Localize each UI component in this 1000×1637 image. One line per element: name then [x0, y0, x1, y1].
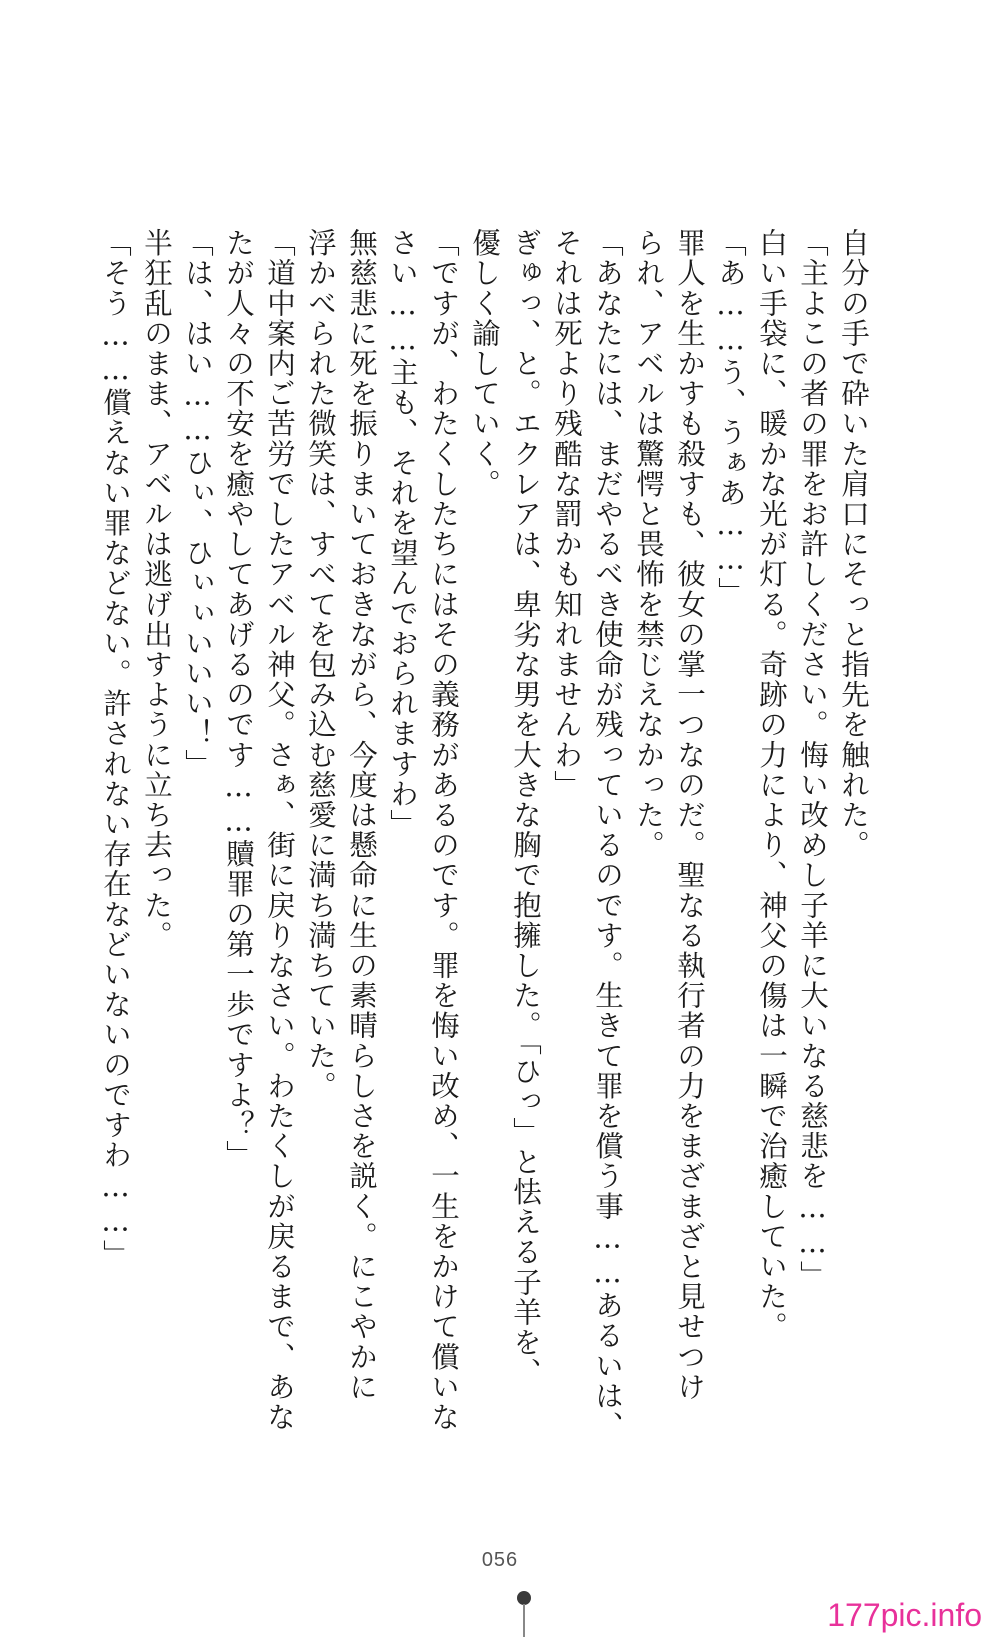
text-line: 白い手袋に、暖かな光が灯る。奇跡の力により、神父の傷は一瞬で治癒していた。	[755, 228, 788, 1342]
text-line: られ、アベルは驚愕と畏怖を禁じえなかった。	[632, 228, 665, 861]
text-line: たが人々の不安を癒やしてあげるのです……贖罪の第一歩ですよ？」	[222, 228, 255, 1171]
text-line: 「主よこの者の罪をお許しください。悔い改めし子羊に大いなる慈悲を……」	[796, 228, 829, 1291]
text-line: 自分の手で砕いた肩口にそっと指先を触れた。	[837, 228, 870, 861]
bookmark-thread	[523, 1604, 525, 1637]
bookmark-bullet-icon	[517, 1591, 531, 1605]
text-line: それは死より残酷な罰かも知れませんわ」	[550, 228, 583, 800]
text-line: 半狂乱のまま、アベルは逃げ出すように立ち去った。	[140, 228, 173, 951]
page-number: 056	[481, 1549, 519, 1571]
text-line: 「道中案内ご苦労でしたアベル神父。さぁ、街に戻りなさい。わたくしが戻るまで、あな	[263, 228, 296, 1432]
vertical-text-block	[95, 228, 874, 1441]
text-line: さい……主も、それを望んでおられますわ」	[386, 228, 419, 839]
text-line: ぎゅっ、と。エクレアは、卑劣な男を大きな胸で抱擁した。「ひっ」と怯える子羊を、	[509, 228, 542, 1388]
text-line: 浮かべられた微笑は、すべてを包み込む慈愛に満ち満ちていた。	[304, 228, 337, 1101]
text-line: 優しく諭していく。	[468, 228, 501, 499]
text-line: 「あなたには、まだやるべき使命が残っているのです。生きて罪を償う事……あるいは、	[591, 228, 624, 1441]
text-line: 無慈悲に死を振りまいておきながら、今度は懸命に生の素晴らしさを説く。にこやかに	[345, 228, 378, 1402]
text-line: 罪人を生かすも殺すも、彼女の掌一つなのだ。聖なる執行者の力をまざまざと見せつけ	[673, 228, 706, 1402]
text-line: 「は、はい……ひぃ、ひぃぃいいい！」	[181, 228, 214, 779]
site-watermark: 177pic.info	[827, 1597, 982, 1633]
text-line: 「ですが、わたくしたちにはその義務があるのです。罪を悔い改め、一生をかけて償いな	[427, 228, 460, 1432]
text-line: 「そう……償えない罪などない。許されない存在などいないのですわ……」	[99, 228, 132, 1270]
text-line: 「あ……う、うぁあ……」	[714, 228, 747, 608]
